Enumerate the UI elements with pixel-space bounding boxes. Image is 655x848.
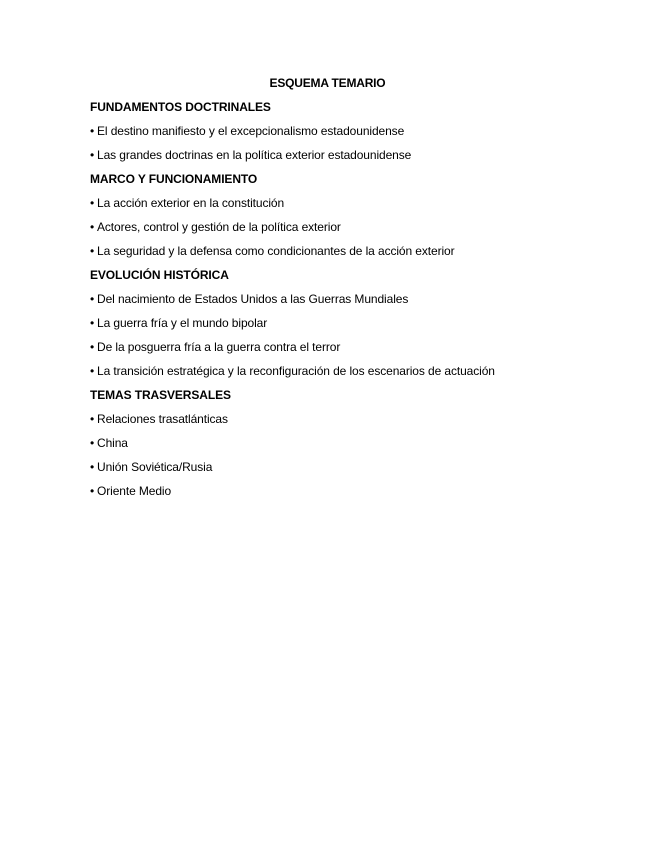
section-marco-y-funcionamiento [90, 172, 610, 268]
bullet-icon: • [90, 124, 95, 138]
list-item [90, 244, 610, 268]
list-item [90, 484, 610, 508]
section-heading: FUNDAMENTOS DOCTRINALES [90, 100, 271, 114]
list-item-text: El destino manifiesto y el excepcionalismo estadounidense [97, 124, 405, 138]
list-item [90, 196, 610, 220]
list-item [90, 148, 610, 172]
document-title: ESQUEMA TEMARIO [269, 76, 386, 90]
list-item [90, 124, 610, 148]
list-item-text: Las grandes doctrinas en la política exterior estadounidense [97, 148, 412, 162]
list-item [90, 292, 610, 316]
bullet-icon: • [90, 460, 95, 474]
bullet-icon: • [90, 196, 95, 210]
list-item [90, 412, 610, 436]
bullet-icon: • [90, 148, 95, 162]
list-item-text: La guerra fría y el mundo bipolar [97, 316, 268, 330]
section-temas-trasversales [90, 388, 610, 508]
bullet-icon: • [90, 364, 95, 378]
list-item-text: De la posguerra fría a la guerra contra el terror [97, 340, 341, 354]
bullet-list [90, 412, 610, 508]
list-item-text: La acción exterior en la constitución [97, 196, 285, 210]
bullet-icon: • [90, 340, 95, 354]
bullet-icon: • [90, 292, 95, 306]
list-item [90, 316, 610, 340]
list-item-text: Actores, control y gestión de la política exterior [97, 220, 341, 234]
bullet-icon: • [90, 316, 95, 330]
list-item-text: La seguridad y la defensa como condicionantes de la acción exterior [97, 244, 455, 258]
bullet-list [90, 196, 610, 268]
section-heading: EVOLUCIÓN HISTÓRICA [90, 268, 229, 282]
list-item-text: Relaciones trasatlánticas [97, 412, 228, 426]
bullet-icon: • [90, 436, 95, 450]
list-item-text: Unión Soviética/Rusia [97, 460, 213, 474]
section-fundamentos-doctrinales [90, 100, 610, 172]
list-item [90, 436, 610, 460]
bullet-icon: • [90, 412, 95, 426]
list-item [90, 364, 610, 388]
bullet-icon: • [90, 484, 95, 498]
list-item-text: China [97, 436, 128, 450]
list-item-text: Del nacimiento de Estados Unidos a las Guerras Mundiales [97, 292, 409, 306]
list-item [90, 340, 610, 364]
list-item-text: Oriente Medio [97, 484, 172, 498]
list-item-text: La transición estratégica y la reconfiguración de los escenarios de actuación [97, 364, 495, 378]
bullet-icon: • [90, 220, 95, 234]
bullet-list [90, 124, 610, 172]
document-body [90, 100, 610, 508]
section-evolucion-historica [90, 268, 610, 388]
bullet-icon: • [90, 244, 95, 258]
list-item [90, 220, 610, 244]
list-item [90, 460, 610, 484]
section-heading: MARCO Y FUNCIONAMIENTO [90, 172, 258, 186]
bullet-list [90, 292, 610, 388]
section-heading: TEMAS TRASVERSALES [90, 388, 231, 402]
